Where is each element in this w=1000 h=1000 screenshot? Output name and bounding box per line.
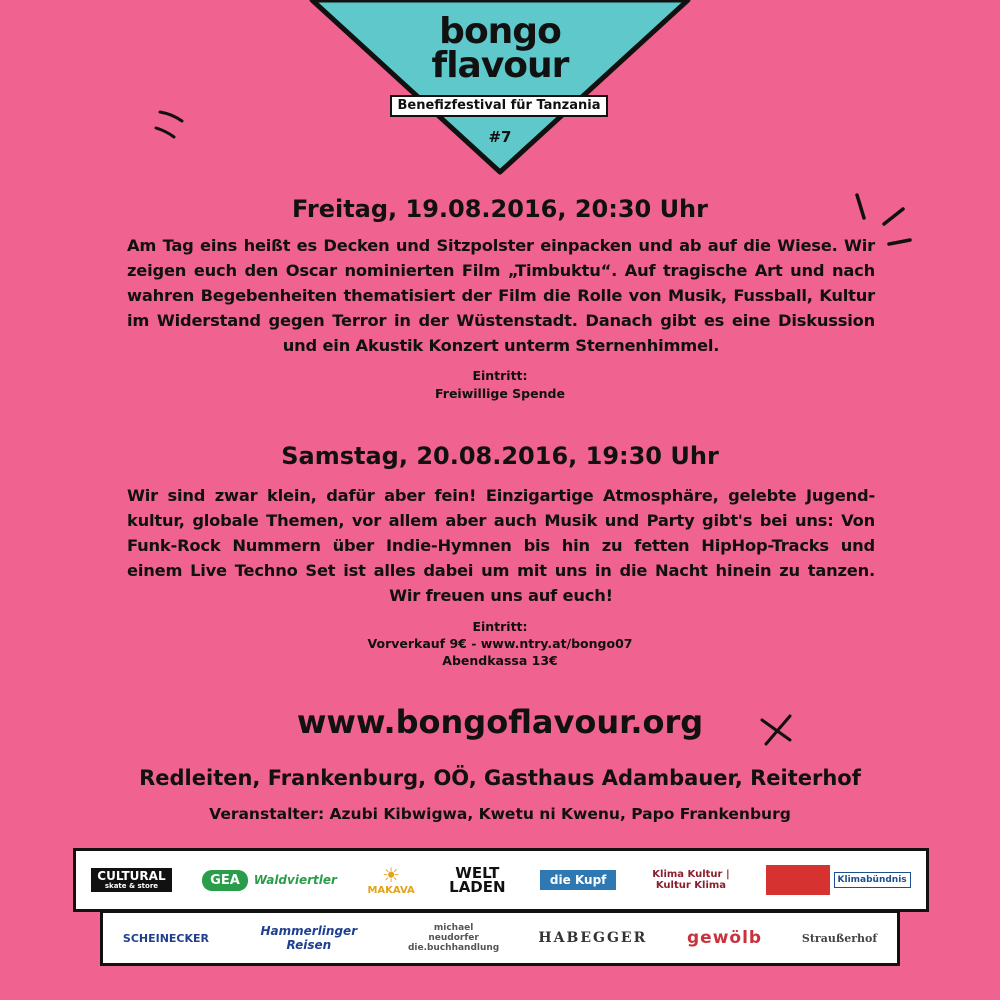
sponsor-logo-gewoelb [687,928,762,948]
sponsor-row-1 [73,848,929,912]
event-2-heading: Samstag, 20.08.2016, 19:30 Uhr [281,442,719,470]
sponsor-extra: Waldviertler [253,873,337,887]
sponsor-logo-cultural [91,868,171,893]
logo-line-1: bongo [439,11,561,52]
sponsor-logo-hammerlinger [249,924,369,952]
event-2-entry-line-1: Vorverkauf 9€ - www.ntry.at/bongo07 [367,636,633,651]
event-1-entry-label: Eintritt: [472,368,528,383]
sponsor-logo-strausserhof [802,932,877,945]
event-2-entry-label: Eintritt: [472,619,528,634]
organizers-text: Veranstalter: Azubi Kibwigwa, Kwetu ni Kwenu, Papo Frankenburg [209,805,791,823]
sun-icon: ☀ [382,862,401,887]
sponsor-name: gewölb [687,928,763,948]
sponsor-logo-habegger [538,930,647,946]
sponsor-logo-makava [367,862,415,896]
sponsor-name: GEA [202,870,248,891]
sponsor-row-2 [100,910,900,966]
sponsor-name: Klima Kultur | Kultur Klima [652,869,730,891]
event-1-entry-line: Freiwillige Spende [435,386,565,401]
sponsor-logo-weltladen [445,863,509,896]
edition-number: #7 [488,128,512,146]
event-1-description: Am Tag eins heißt es Decken und Sitzpolster einpacken und ab auf die Wiese. Wir zeigen euch den Oscar nominierten Film „Timbuktu“. Auf tragische Art und nach wahren Begebenheiten thematisiert der Film die Rolle von Musik, Fussball, Kultur im Widerstand gegen Terror in der Wüstenstadt. Danach gibt es eine Diskussion und ein Akustik Konzert unterm Sternenhimmel. [127,236,875,355]
sponsor-name: Straußerhof [801,931,878,945]
sponsor-name: Klimabündnis [834,872,911,888]
event-1-heading: Freitag, 19.08.2016, 20:30 Uhr [292,195,708,223]
sponsor-logo-gea [202,870,337,891]
sponsor-name: WELT LADEN [449,863,506,896]
sponsor-name: michael neudorfer die.buchhandlung [407,923,500,953]
website-link[interactable]: www.bongoflavour.org [296,703,704,741]
sponsor-logo-scheinecker [123,932,209,945]
event-2-entry-line-2: Abendkassa 13€ [442,653,558,668]
sponsor-logo-klimabuendnis [766,865,911,895]
red-block-icon [766,865,830,895]
sponsor-logo-buchhandlung [409,923,499,953]
sponsor-name: MAKAVA [367,884,415,896]
logo-subtitle: Benefizfestival für Tanzania [390,95,608,117]
event-2-description: Wir sind zwar klein, dafür aber fein! Einzigartige Atmosphäre, gelebte Jugend-kultur, globale Themen, vor allem aber auch Musik und Party gibt's bei uns: Von Funk-Rock Nummern über Indie-Hymnen bis hin zu fetten HipHop-Tracks und einem Live Techno Set ist alles dabei um mit uns in die Nacht hinein zu tanzen. Wir freuen uns auf euch! [127,486,875,605]
venue-text: Redleiten, Frankenburg, OÖ, Gasthaus Adambauer, Reiterhof [139,766,861,790]
sponsor-name: die Kupf [549,873,607,887]
sponsor-name: SCHEINECKER [122,931,209,945]
sponsor-sub: skate & store [104,881,159,890]
sponsor-name: CULTURAL [97,868,166,883]
sponsor-name: Hammerlinger Reisen [260,924,358,952]
sponsor-logo-kupf [540,870,616,890]
sponsor-name: HABEGGER [538,930,648,946]
logo-line-2: flavour [431,45,569,86]
sponsor-logo-klima-kultur [647,869,735,891]
